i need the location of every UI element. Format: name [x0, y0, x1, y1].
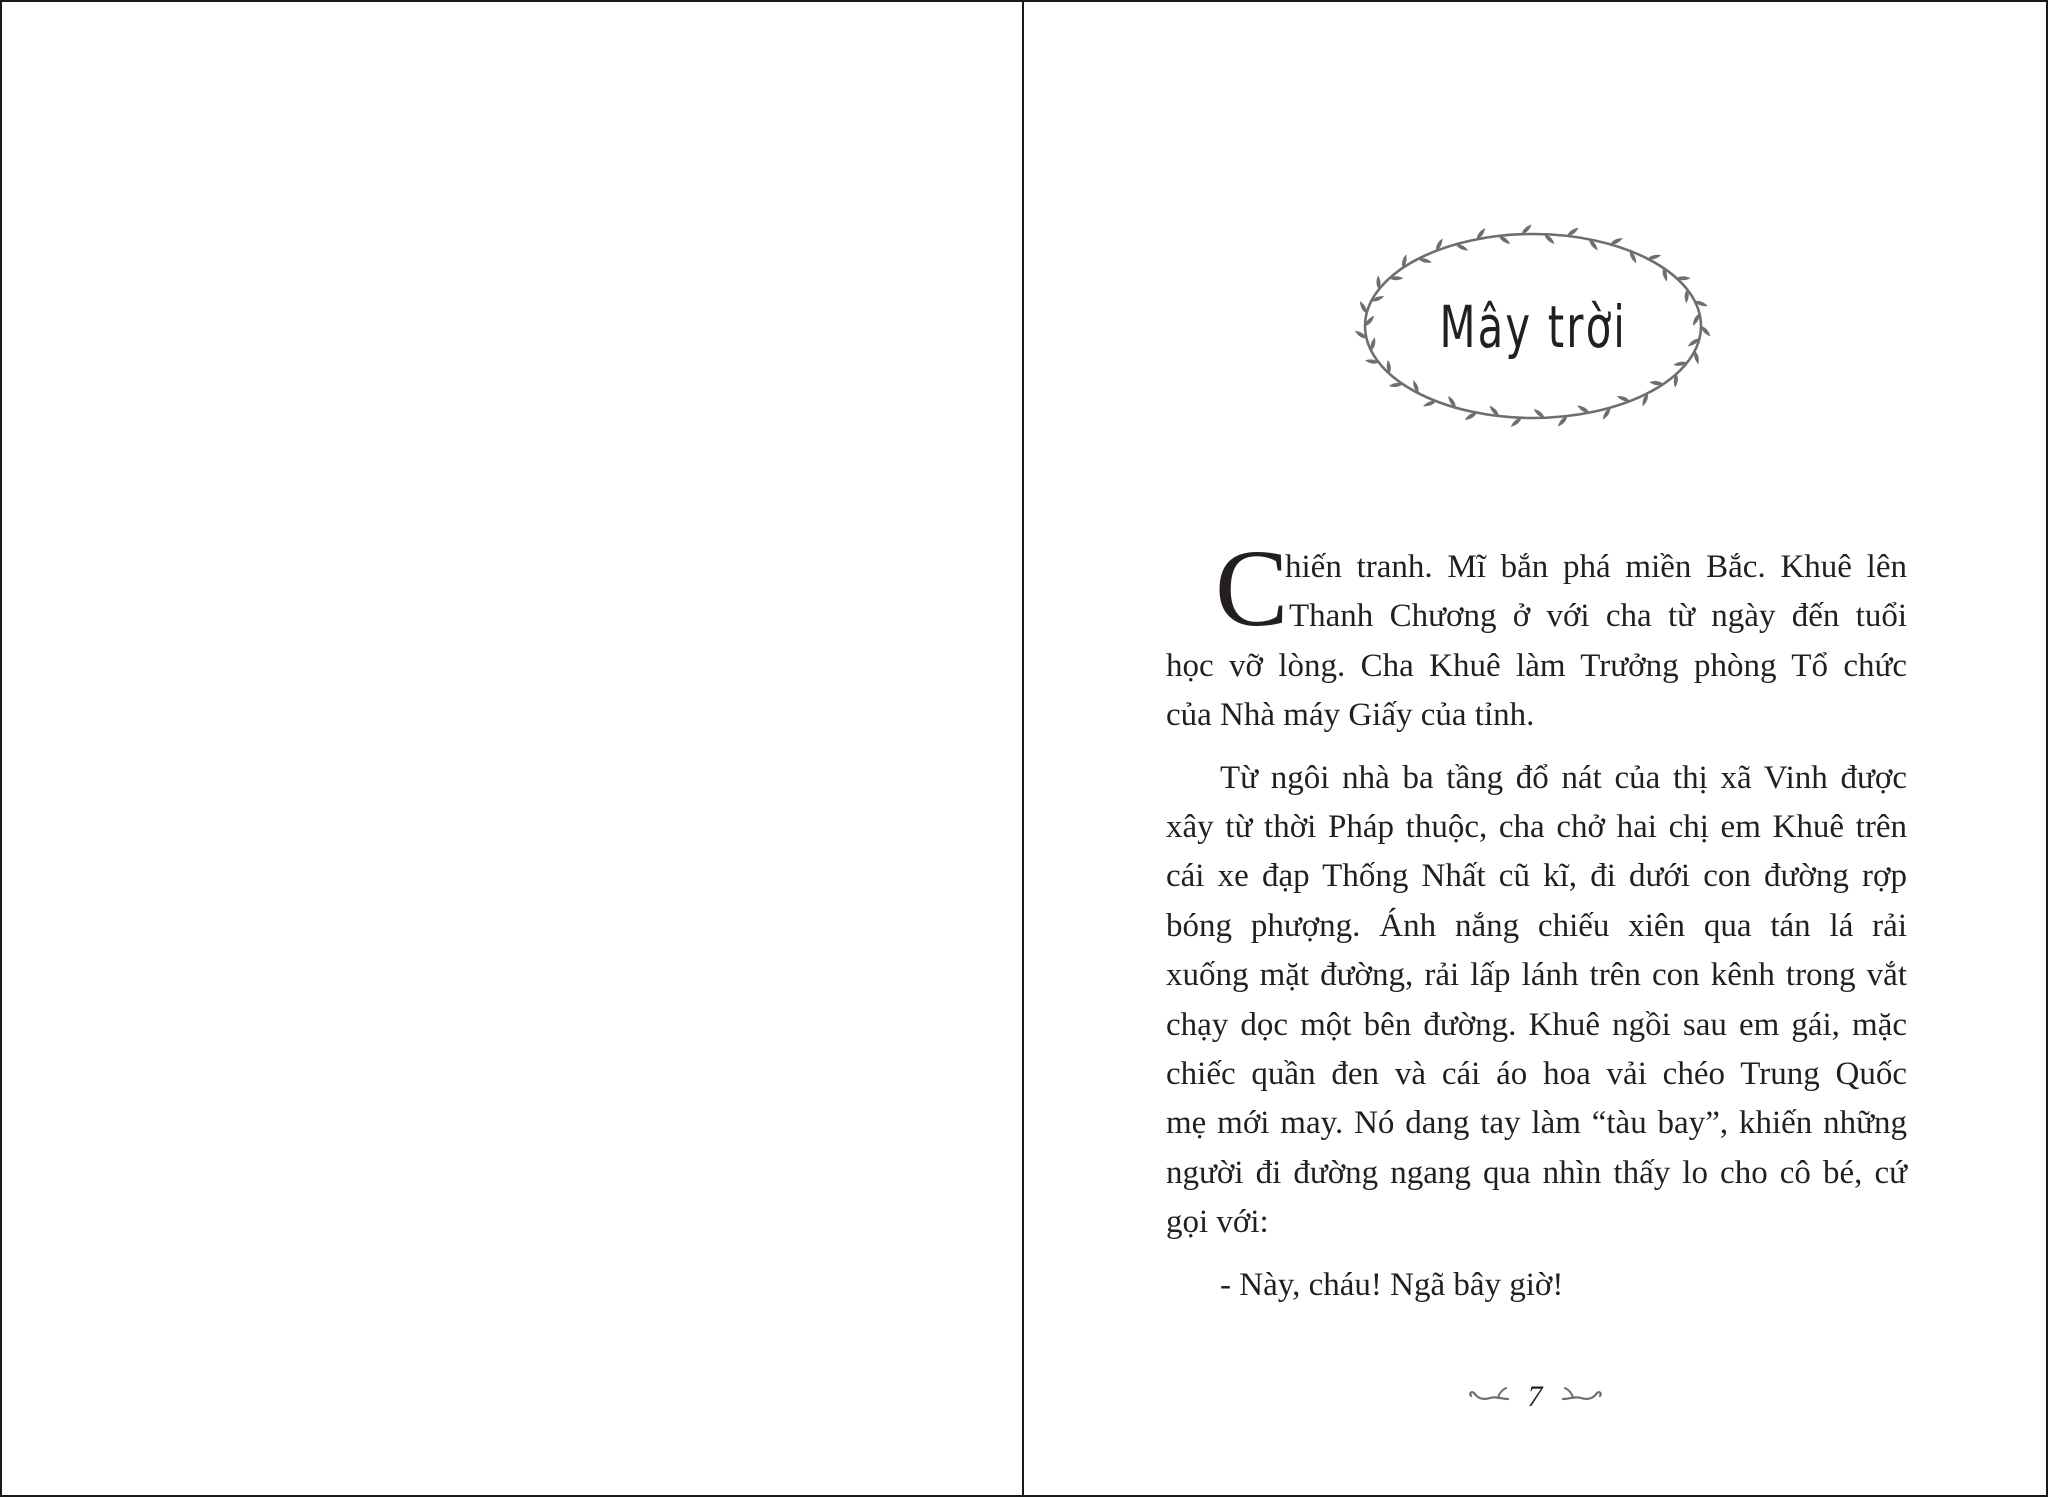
body-line: gọi với:	[1166, 1204, 1269, 1241]
page-number: 7	[1527, 1380, 1543, 1413]
body-line: chiếc quần đen và cái áo hoa vải chéo Trung Quốc	[1166, 1056, 1907, 1093]
body-line: của Nhà máy Giấy của tỉnh.	[1166, 697, 1535, 734]
right-page	[1024, 0, 2048, 1497]
paragraph	[1166, 527, 1907, 741]
body-line: xuống mặt đường, rải lấp lánh trên con kênh trong vắt	[1166, 957, 1907, 994]
body-line: Thanh Chương ở với cha từ ngày đến tuổi	[1289, 598, 1907, 635]
body-text	[1166, 527, 1907, 1310]
drop-cap: C	[1215, 527, 1289, 649]
flourish-left-icon	[1468, 1387, 1510, 1407]
body-line: Từ ngôi nhà ba tầng đổ nát của thị xã Vinh được	[1220, 759, 1907, 796]
page-footer	[1465, 1377, 1605, 1417]
body-line: người đi đường ngang qua nhìn thấy lo cho cô bé, cứ	[1166, 1154, 1907, 1191]
chapter-title-box	[1333, 206, 1733, 446]
body-line: xây từ thời Pháp thuộc, cha chở hai chị em Khuê trên	[1166, 809, 1907, 846]
body-line: học vỡ lòng. Cha Khuê làm Trưởng phòng Tổ chức	[1166, 647, 1907, 684]
body-line: bóng phượng. Ánh nắng chiếu xiên qua tán lá rải	[1166, 907, 1907, 944]
body-line: mẹ mới may. Nó dang tay làm “tàu bay”, khiến những	[1166, 1105, 1907, 1142]
body-line: - Này, cháu! Ngã bây giờ!	[1220, 1266, 1564, 1303]
body-line: chạy dọc một bên đường. Khuê ngồi sau em gái, mặc	[1166, 1006, 1907, 1043]
chapter-title: Mây trời	[1439, 293, 1627, 361]
body-line: hiến tranh. Mĩ bắn phá miền Bắc. Khuê lên	[1285, 549, 1907, 585]
left-page	[0, 0, 1022, 1497]
body-line: cái xe đạp Thống Nhất cũ kĩ, đi dưới con đường rợp	[1166, 858, 1907, 895]
flourish-right-icon	[1561, 1387, 1603, 1407]
paragraph	[1166, 754, 1907, 1248]
paragraph	[1166, 1261, 1907, 1310]
